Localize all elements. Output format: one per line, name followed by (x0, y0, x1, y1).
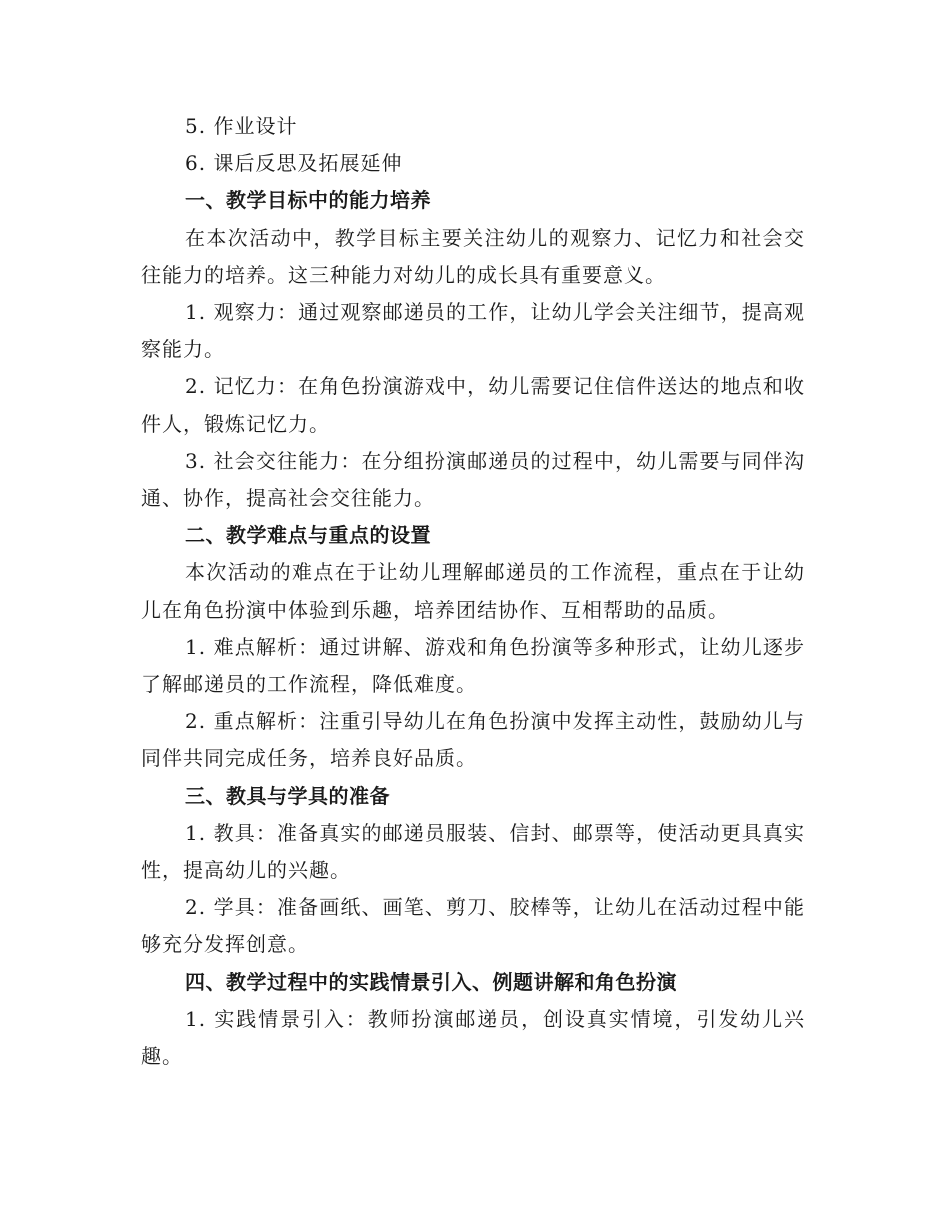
document-body (141, 108, 805, 1075)
section-heading: 二、教学难点与重点的设置 (185, 523, 431, 548)
list-item: 1. 教具：准备真实的邮递员服装、信封、邮票等，使活动更具真实性，提高幼儿的兴趣。 (141, 820, 805, 883)
list-item: 3. 社会交往能力：在分组扮演邮递员的过程中，幼儿需要与同伴沟通、协作，提高社会交往能力。 (141, 448, 805, 511)
list-item: 1. 实践情景引入：教师扮演邮递员，创设真实情境，引发幼儿兴趣。 (141, 1006, 805, 1069)
body-paragraph: 在本次活动中，教学目标主要关注幼儿的观察力、记忆力和社会交往能力的培养。这三种能力对幼儿的成长具有重要意义。 (141, 225, 805, 287)
list-item: 1. 难点解析：通过讲解、游戏和角色扮演等多种形式，让幼儿逐步了解邮递员的工作流程，降低难度。 (141, 634, 805, 697)
list-item: 2. 学具：准备画纸、画笔、剪刀、胶棒等，让幼儿在活动过程中能够充分发挥创意。 (141, 895, 805, 957)
list-item: 5. 作业设计 (185, 114, 298, 138)
list-item: 2. 重点解析：注重引导幼儿在角色扮演中发挥主动性，鼓励幼儿与同伴共同完成任务，培养良好品质。 (141, 709, 805, 771)
list-item: 1. 观察力：通过观察邮递员的工作，让幼儿学会关注细节，提高观察能力。 (141, 300, 805, 362)
list-item: 2. 记忆力：在角色扮演游戏中，幼儿需要记住信件送达的地点和收件人，锻炼记忆力。 (141, 374, 805, 436)
section-heading: 四、教学过程中的实践情景引入、例题讲解和角色扮演 (185, 969, 677, 994)
section-heading: 三、教具与学具的准备 (185, 783, 390, 808)
list-item: 6. 课后反思及拓展延伸 (185, 151, 403, 176)
section-heading: 一、教学目标中的能力培养 (185, 188, 431, 213)
body-paragraph: 本次活动的难点在于让幼儿理解邮递员的工作流程，重点在于让幼儿在角色扮演中体验到乐趣，培养团结协作、互相帮助的品质。 (141, 560, 805, 622)
